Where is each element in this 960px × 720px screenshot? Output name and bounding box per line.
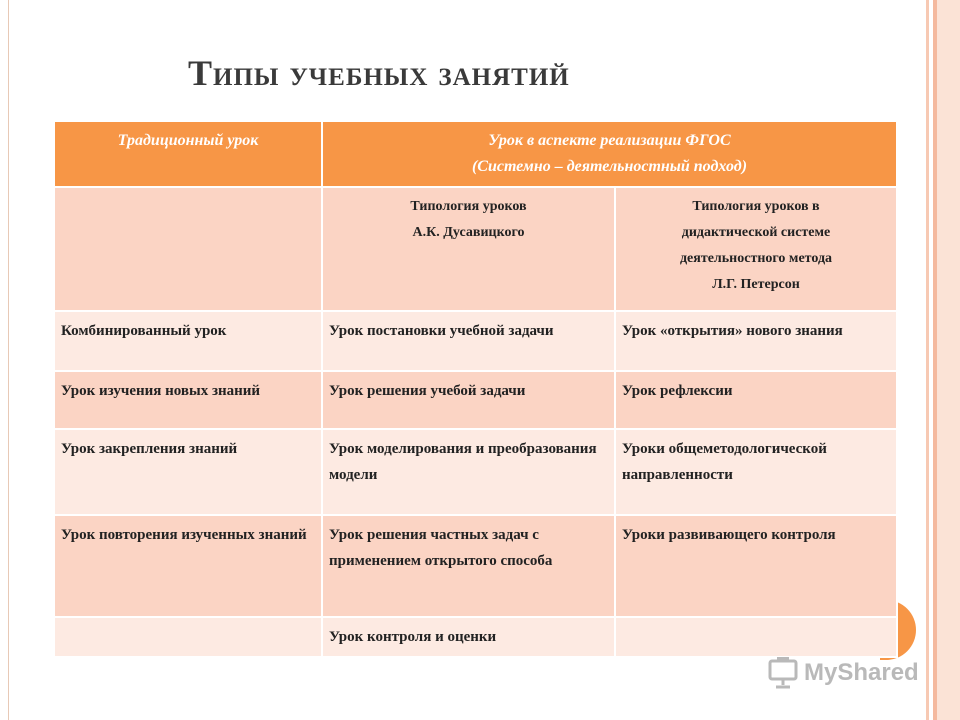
header-fgos — [322, 121, 897, 187]
table-cell: Урок решения частных задач с применением открытого способа — [322, 515, 615, 617]
table-cell: Урок моделирования и преобразования модели — [322, 429, 615, 515]
table-cell — [54, 617, 322, 657]
decorative-stripes — [920, 0, 960, 720]
slide-title: Типы учебных занятий — [188, 53, 570, 93]
table-cell: Урок изучения новых знаний — [54, 371, 322, 429]
table-row — [54, 311, 897, 371]
subheader-peterson-line3: деятельностного метода — [679, 251, 833, 266]
header-traditional — [54, 121, 322, 187]
table-cell: Урок контроля и оценки — [322, 617, 615, 657]
watermark-text: MyShared — [804, 659, 919, 686]
table-row — [54, 371, 897, 429]
table-cell: Урок повторения изученных знаний — [54, 515, 322, 617]
header-traditional-label: Традиционный урок — [117, 132, 259, 149]
table-cell: Комбинированный урок — [54, 311, 322, 371]
table-cell: Уроки общеметодологической направленности — [615, 429, 897, 515]
table-row — [54, 429, 897, 515]
myshared-watermark — [766, 656, 919, 690]
table-cell: Урок закрепления знаний — [54, 429, 322, 515]
table-cell: Урок рефлексии — [615, 371, 897, 429]
subheader-peterson-line4: Л.Г. Петерсон — [712, 277, 800, 292]
table-cell: Урок решения учебой задачи — [322, 371, 615, 429]
header-fgos-line1: Урок в аспекте реализации ФГОС — [488, 132, 731, 149]
header-fgos-line2: (Системно – деятельностный подход) — [471, 158, 748, 175]
table-cell — [615, 617, 897, 657]
subheader-peterson-line1: Типология уроков в — [692, 199, 820, 214]
lesson-types-table — [53, 120, 896, 658]
table-cell: Урок постановки учебной задачи — [322, 311, 615, 371]
subheader-dusavitsky-line1: Типология уроков — [410, 199, 527, 214]
table-subheader-row — [54, 187, 897, 311]
table-row — [54, 617, 897, 657]
subheader-peterson-line2: дидактической системе — [681, 225, 831, 240]
table-row — [54, 515, 897, 617]
presentation-board-icon — [766, 656, 800, 690]
subheader-dusavitsky — [322, 187, 615, 311]
subheader-dusavitsky-line2: А.К. Дусавицкого — [412, 225, 525, 240]
subheader-empty — [54, 187, 322, 311]
table-header-row — [54, 121, 897, 187]
subheader-peterson — [615, 187, 897, 311]
table-cell: Уроки развивающего контроля — [615, 515, 897, 617]
table-cell: Урок «открытия» нового знания — [615, 311, 897, 371]
